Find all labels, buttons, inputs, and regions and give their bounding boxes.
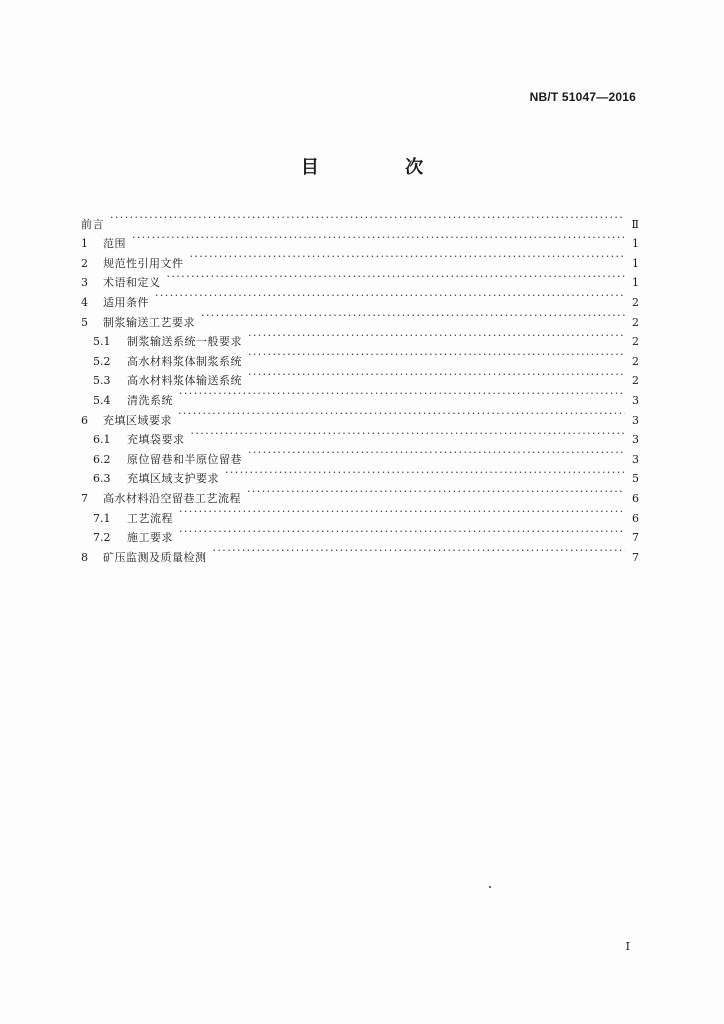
toc-entry-number: 6 — [81, 413, 88, 427]
toc-entry-label: 充填区域要求 — [103, 413, 172, 427]
toc-entry-page: 3 — [632, 413, 639, 427]
toc-entry[interactable] — [81, 228, 639, 251]
toc-entry-page: 2 — [632, 374, 639, 388]
toc-entry-number: 1 — [81, 237, 88, 251]
toc-entry-label: 充填区域支护要求 — [127, 472, 219, 486]
toc-entry-page: 6 — [632, 491, 639, 505]
table-of-contents — [81, 208, 639, 564]
toc-entry-number: 2 — [81, 256, 88, 270]
toc-entry-page: Ⅱ — [631, 217, 639, 231]
dot-leader — [178, 404, 625, 424]
toc-entry-page: 3 — [632, 452, 639, 466]
toc-entry-number: 5.3 — [93, 374, 111, 388]
dot-leader — [155, 286, 625, 306]
toc-entry-number: 5.4 — [93, 393, 111, 407]
toc-entry[interactable] — [81, 247, 639, 270]
toc-entry-label: 高水材料沿空留巷工艺流程 — [103, 491, 241, 505]
toc-entry[interactable] — [81, 286, 639, 309]
toc-entry-label: 术语和定义 — [103, 276, 161, 290]
toc-entry-page: 7 — [632, 550, 639, 564]
toc-entry-number: 3 — [81, 276, 88, 290]
dot-leader — [248, 345, 625, 365]
dot-leader — [191, 424, 626, 444]
page-title: 目 次 — [300, 157, 464, 178]
toc-entry-page: 2 — [632, 335, 639, 349]
toc-entry-page: 2 — [632, 295, 639, 309]
toc-entry-number: 6.2 — [93, 452, 111, 466]
toc-entry-label: 高水材料浆体制浆系统 — [127, 354, 242, 368]
toc-entry-label: 清洗系统 — [127, 393, 173, 407]
dot-leader — [179, 502, 625, 522]
dot-leader — [248, 326, 625, 346]
dot-leader — [110, 208, 625, 228]
dot-leader — [201, 306, 625, 326]
toc-entry-number: 7.1 — [93, 511, 111, 525]
toc-entry-label: 前言 — [81, 217, 104, 231]
toc-entry-label: 制浆输送工艺要求 — [103, 315, 195, 329]
toc-entry-page: 1 — [632, 256, 639, 270]
toc-entry-label: 施工要求 — [127, 531, 173, 545]
toc-entry-label: 矿压监测及质量检测 — [103, 550, 207, 564]
page-number: I — [625, 940, 630, 953]
toc-entry-number: 7.2 — [93, 531, 111, 545]
toc-entry-number: 6.3 — [93, 472, 111, 486]
scan-speck — [489, 886, 491, 888]
dot-leader — [167, 267, 626, 287]
dot-leader — [225, 463, 625, 483]
dot-leader — [248, 443, 625, 463]
toc-entry-label: 适用条件 — [103, 295, 149, 309]
toc-entry-label: 充填袋要求 — [127, 433, 185, 447]
dot-leader — [179, 522, 625, 542]
dot-leader — [190, 247, 626, 267]
toc-entry-number: 5 — [81, 315, 88, 329]
dot-leader — [213, 541, 626, 561]
toc-entry[interactable] — [81, 306, 639, 329]
toc-entry-number: 7 — [81, 491, 88, 505]
toc-entry-number: 5.1 — [93, 335, 111, 349]
toc-entry-page: 2 — [632, 315, 639, 329]
toc-entry-page: 1 — [632, 276, 639, 290]
toc-entry-page: 1 — [632, 237, 639, 251]
toc-entry-number: 8 — [81, 550, 88, 564]
toc-entry-page: 2 — [632, 354, 639, 368]
dot-leader — [132, 228, 625, 248]
toc-entry-label: 范围 — [103, 237, 126, 251]
toc-entry-number: 6.1 — [93, 433, 111, 447]
toc-entry-label: 高水材料浆体输送系统 — [127, 374, 242, 388]
toc-entry-page: 3 — [632, 393, 639, 407]
dot-leader — [248, 365, 625, 385]
toc-entry[interactable] — [81, 208, 639, 231]
toc-entry-page: 5 — [632, 472, 639, 486]
toc-entry-label: 原位留巷和半原位留巷 — [127, 452, 242, 466]
dot-leader — [247, 482, 625, 502]
toc-entry-page: 7 — [632, 531, 639, 545]
toc-entry-label: 工艺流程 — [127, 511, 173, 525]
toc-entry-page: 3 — [632, 433, 639, 447]
toc-entry-label: 规范性引用文件 — [103, 256, 184, 270]
toc-entry-label: 制浆输送系统一般要求 — [127, 335, 242, 349]
standard-number: NB/T 51047—2016 — [529, 90, 636, 104]
toc-entry-number: 4 — [81, 295, 88, 309]
dot-leader — [179, 384, 625, 404]
toc-entry-number: 5.2 — [93, 354, 111, 368]
toc-entry-page: 6 — [632, 511, 639, 525]
